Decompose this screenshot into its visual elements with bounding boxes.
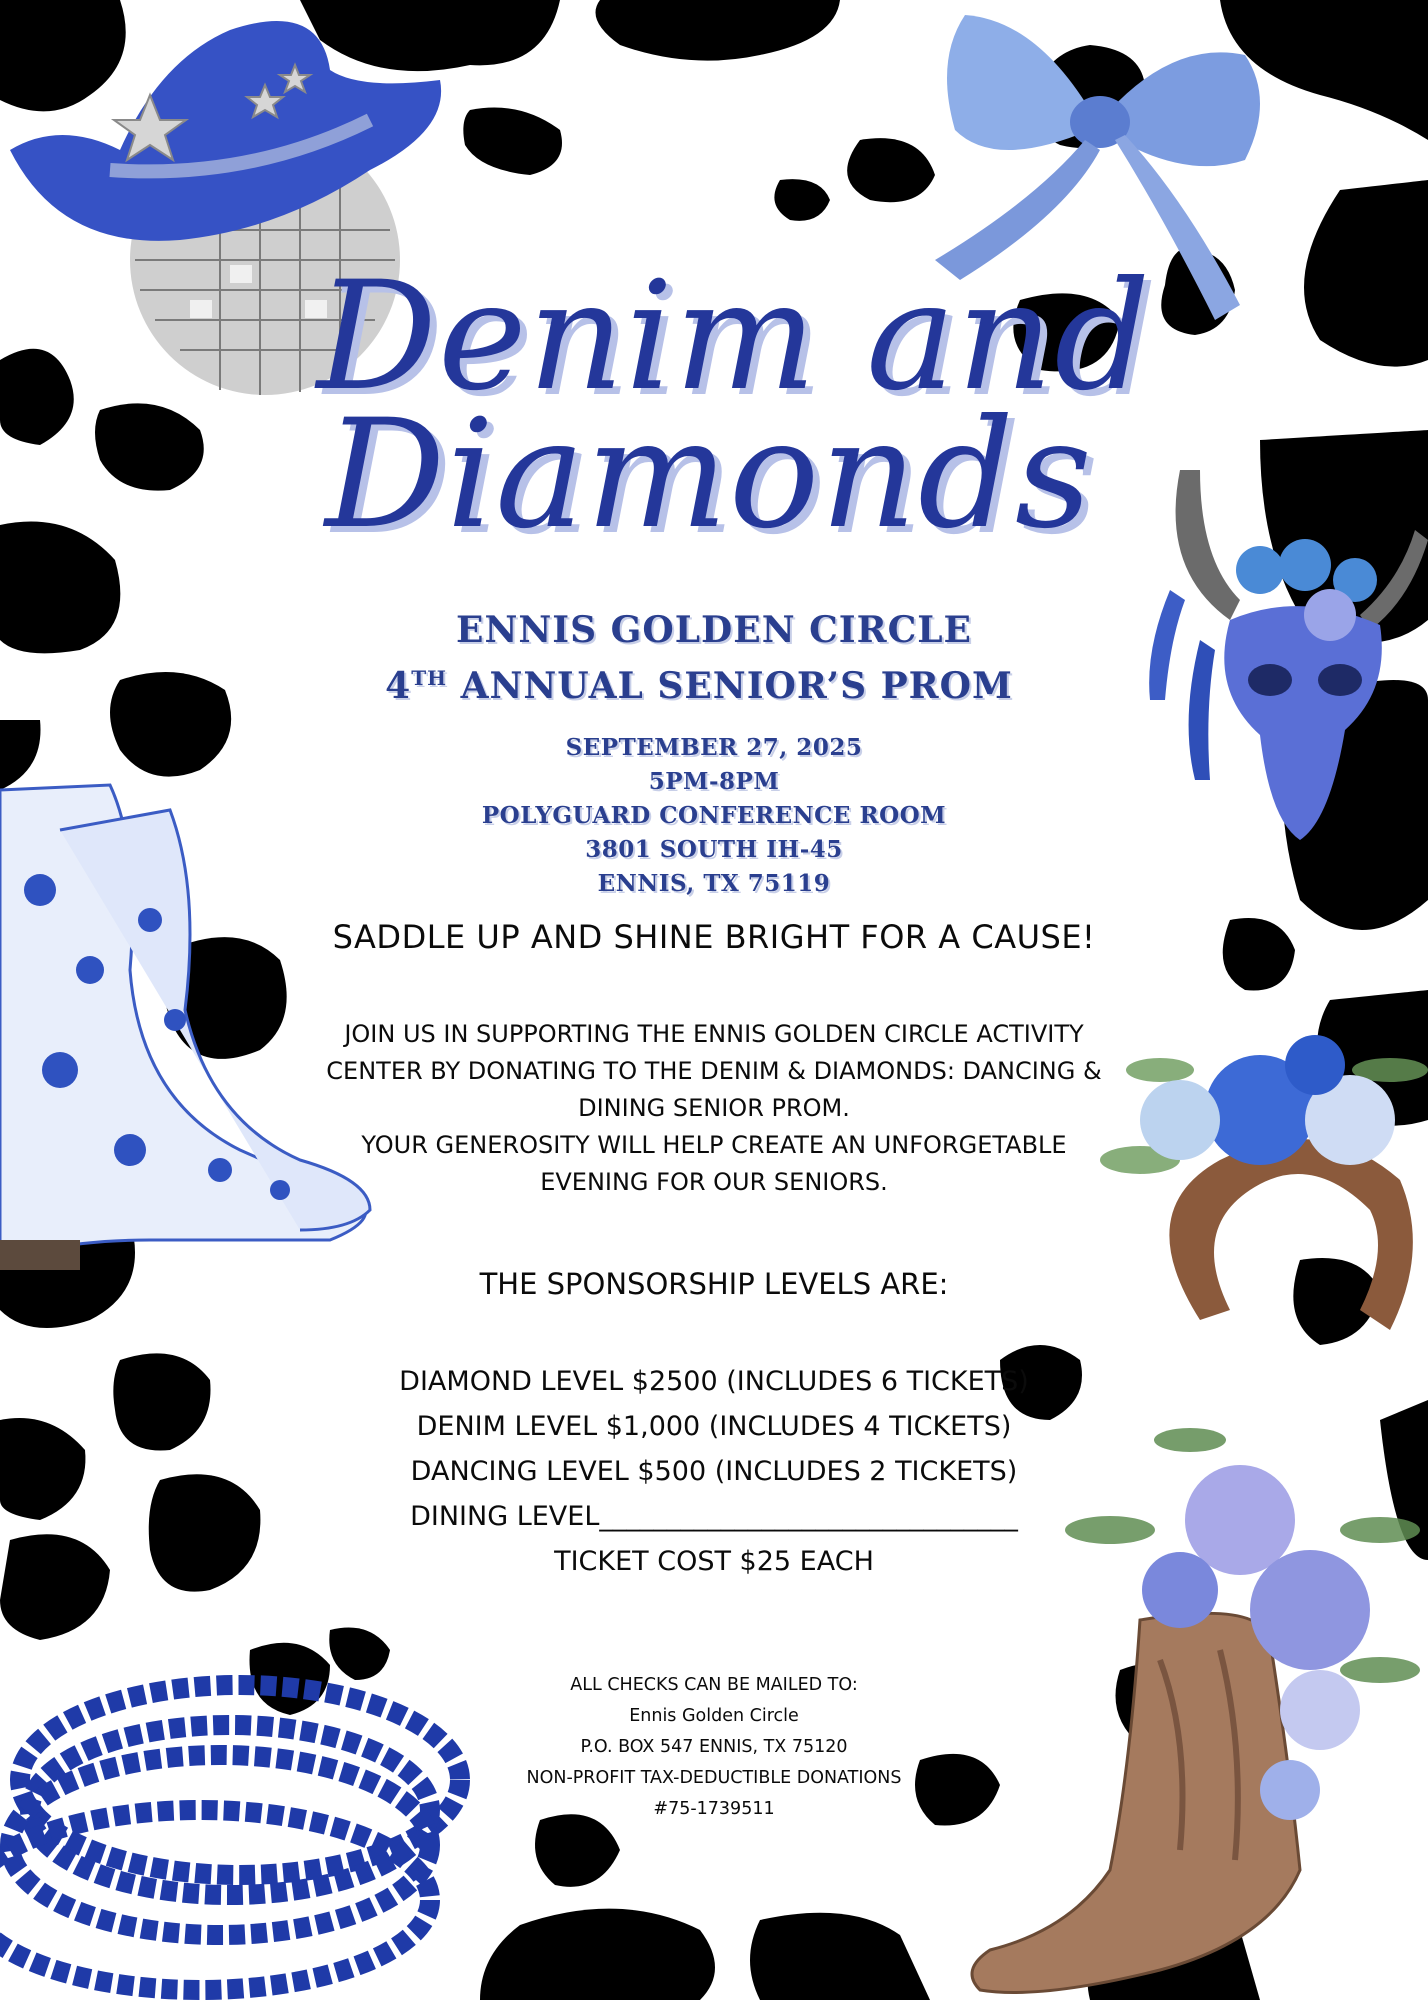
sponsorship-level-denim: DENIM LEVEL $1,000 (INCLUDES 4 TICKETS)	[416, 1411, 1012, 1442]
event-heading	[0, 602, 1428, 714]
event-time: 5PM-8PM	[648, 768, 780, 795]
sponsorship-level-diamond: DIAMOND LEVEL $2500 (INCLUDES 6 TICKETS)	[399, 1366, 1029, 1397]
mailing-info	[0, 1670, 1428, 1825]
description-line: CENTER BY DONATING TO THE DENIM & DIAMONDS: DANCING &	[326, 1057, 1102, 1085]
description-line: EVENING FOR OUR SENIORS.	[540, 1168, 888, 1196]
mailing-line: NON-PROFIT TAX-DEDUCTIBLE DONATIONS	[526, 1768, 902, 1788]
sponsorship-level-dining: DINING LEVEL_______________________________	[410, 1501, 1018, 1532]
sponsorship-level-dancing: DANCING LEVEL $500 (INCLUDES 2 TICKETS)	[410, 1456, 1018, 1487]
description-line: DINING SENIOR PROM.	[578, 1094, 850, 1122]
event-street: 3801 SOUTH IH-45	[585, 836, 843, 863]
sponsorship-heading: THE SPONSORSHIP LEVELS ARE:	[479, 1267, 949, 1301]
title-line-1: Denim and	[316, 250, 1152, 424]
event-title: ANNUAL SENIOR’S PROM	[460, 665, 1013, 707]
description-line: JOIN US IN SUPPORTING THE ENNIS GOLDEN CIRCLE ACTIVITY	[344, 1020, 1084, 1048]
tagline: SADDLE UP AND SHINE BRIGHT FOR A CAUSE!	[332, 918, 1096, 956]
event-date: SEPTEMBER 27, 2025	[565, 734, 863, 761]
title-line-2: Diamonds	[325, 388, 1093, 562]
mailing-line: Ennis Golden Circle	[629, 1706, 799, 1726]
mailing-line: #75-1739511	[653, 1799, 775, 1819]
description	[0, 1016, 1428, 1201]
event-name	[0, 658, 1428, 714]
description-line: YOUR GENEROSITY WILL HELP CREATE AN UNFORGETABLE	[361, 1131, 1067, 1159]
organization-name: ENNIS GOLDEN CIRCLE	[456, 609, 972, 651]
event-venue: POLYGUARD CONFERENCE ROOM	[481, 802, 947, 829]
event-ordinal-number: 4	[385, 665, 412, 707]
event-ordinal-suffix: TH	[411, 666, 448, 690]
event-details	[0, 731, 1428, 901]
page-title	[0, 250, 1428, 562]
sponsorship-levels	[0, 1359, 1428, 1584]
mailing-line: ALL CHECKS CAN BE MAILED TO:	[570, 1675, 858, 1695]
mailing-line: P.O. BOX 547 ENNIS, TX 75120	[580, 1737, 848, 1757]
ticket-cost: TICKET COST $25 EACH	[554, 1546, 874, 1577]
event-city: ENNIS, TX 75119	[597, 870, 831, 897]
